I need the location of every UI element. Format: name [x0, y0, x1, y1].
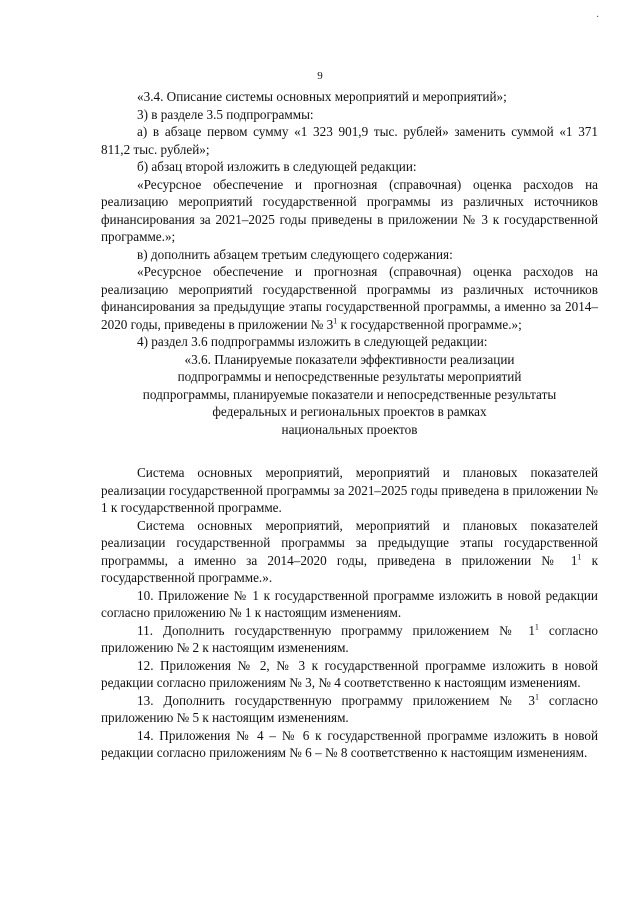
paragraph-system-2014-2020	[101, 517, 598, 587]
paragraph-system-text: Система основных мероприятий, мероприятий и плановых показателей реализации государственной программы за предыдущие этапы государственной программы, а именно за 2014–2020 годы, приведена в приложении № 1	[101, 517, 598, 568]
corner-mark: ·	[596, 12, 600, 23]
paragraph-item-11-tail: согласно приложению № 2 к настоящим изменениям.	[101, 622, 598, 655]
paragraph-item-13-tail: согласно приложению № 5 к настоящим изменениям.	[101, 692, 599, 725]
paragraph-item-v: в) дополнить абзацем третьим следующего содержания:	[137, 246, 453, 262]
paragraph-item-13-text: 13. Дополнить государственную программу приложением № 3	[137, 692, 535, 708]
superscript: 1	[534, 622, 539, 632]
superscript: 1	[534, 692, 539, 702]
paragraph-item-13	[101, 692, 598, 727]
paragraph-item-10: 10. Приложение № 1 к государственной программе изложить в новой редакции согласно приложению № 1 к настоящим изменениям.	[101, 587, 598, 620]
paragraph-resource-tail: к государственной программе.»;	[337, 316, 522, 332]
page-number: 9	[317, 70, 323, 82]
paragraph-item-11	[101, 622, 598, 657]
paragraph-resource-2021-2025: «Ресурсное обеспечение и прогнозная (справочная) оценка расходов на реализацию мероприятий государственной программы из различных источников финансирования за 2021–2025 годы приведены в приложении № 3 к государственной программе.»;	[101, 176, 598, 244]
section-heading-line-5: национальных проектов	[281, 421, 418, 437]
spacer	[101, 438, 598, 464]
section-heading-line-2: подпрограммы и непосредственные результаты мероприятий	[177, 369, 522, 384]
paragraph-item-11-text: 11. Дополнить государственную программу приложением № 1	[137, 622, 535, 638]
paragraph-item-14: 14. Приложения № 4 – № 6 к государственной программе изложить в новой редакции согласно приложениям № 6 – № 8 соответственно к настоящим изменениям.	[101, 727, 598, 760]
section-heading-line-3: подпрограммы, планируемые показатели и непосредственные результаты	[142, 386, 557, 402]
paragraph-section-3-4: «3.4. Описание системы основных мероприятий и мероприятий»;	[137, 89, 507, 104]
paragraph-item-3: 3) в разделе 3.5 подпрограммы:	[137, 106, 314, 122]
paragraph-resource-text: «Ресурсное обеспечение и прогнозная (справочная) оценка расходов на реализацию мероприятий государственной программы из различных источников финансирования за предыдущие этапы государственной программы, а именно за 2014–2020 годы, приведены в приложении № 3	[101, 264, 598, 332]
superscript: 1	[333, 316, 338, 326]
superscript: 1	[577, 552, 582, 562]
paragraph-system-tail: к государственной программе.».	[101, 552, 598, 585]
paragraph-item-b: б) абзац второй изложить в следующей редакции:	[137, 159, 417, 174]
paragraph-item-12: 12. Приложения № 2, № 3 к государственной программе изложить в новой редакции согласно приложениям № 3, № 4 соответственно к настоящим изменениям.	[101, 657, 598, 690]
paragraph-item-a: а) в абзаце первом сумму «1 323 901,9 тыс. рублей» заменить суммой «1 371 811,2 тыс. рублей»;	[101, 124, 598, 157]
document-body	[101, 88, 598, 762]
paragraph-system-2021-2025: Система основных мероприятий, мероприятий и плановых показателей реализации государственной программы за 2021–2025 годы приведена в приложении № 1 к государственной программе.	[101, 465, 598, 515]
section-heading-line-1: «3.6. Планируемые показатели эффективности реализации	[184, 351, 515, 367]
paragraph-resource-2014-2020	[101, 263, 598, 333]
section-heading-line-4: федеральных и региональных проектов в рамках	[212, 404, 487, 419]
paragraph-item-4: 4) раздел 3.6 подпрограммы изложить в следующей редакции:	[137, 334, 488, 349]
